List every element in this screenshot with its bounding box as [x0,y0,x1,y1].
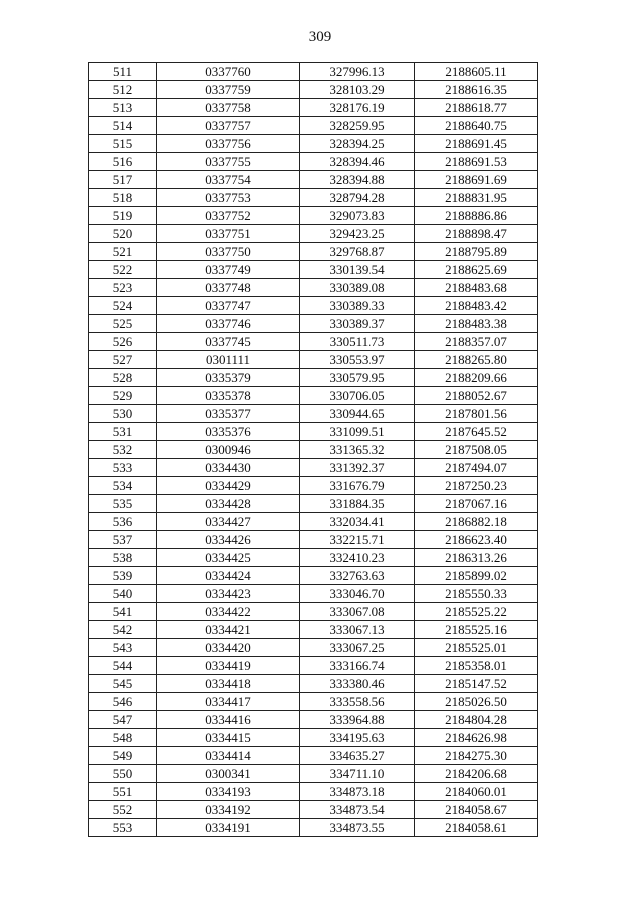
table-row [89,315,538,333]
table-row [89,351,538,369]
y-coordinate-cell: 2187494.07 [415,459,538,477]
table-row [89,585,538,603]
row-number-cell: 531 [89,423,157,441]
table-row [89,387,538,405]
row-number-cell: 546 [89,693,157,711]
table-row [89,783,538,801]
point-code-cell: 0334429 [157,477,300,495]
y-coordinate-cell: 2185525.22 [415,603,538,621]
point-code-cell: 0334421 [157,621,300,639]
row-number-cell: 544 [89,657,157,675]
x-coordinate-cell: 330706.05 [300,387,415,405]
x-coordinate-cell: 329768.87 [300,243,415,261]
row-number-cell: 545 [89,675,157,693]
table-row [89,261,538,279]
row-number-cell: 550 [89,765,157,783]
x-coordinate-cell: 329073.83 [300,207,415,225]
point-code-cell: 0334416 [157,711,300,729]
row-number-cell: 515 [89,135,157,153]
row-number-cell: 533 [89,459,157,477]
point-code-cell: 0335378 [157,387,300,405]
y-coordinate-cell: 2188795.89 [415,243,538,261]
point-code-cell: 0334430 [157,459,300,477]
row-number-cell: 524 [89,297,157,315]
point-code-cell: 0335376 [157,423,300,441]
x-coordinate-cell: 334873.55 [300,819,415,837]
point-code-cell: 0334428 [157,495,300,513]
row-number-cell: 511 [89,63,157,81]
table-row [89,423,538,441]
x-coordinate-cell: 328394.88 [300,171,415,189]
row-number-cell: 538 [89,549,157,567]
y-coordinate-cell: 2188691.45 [415,135,538,153]
point-code-cell: 0334191 [157,819,300,837]
table-row [89,567,538,585]
x-coordinate-cell: 329423.25 [300,225,415,243]
x-coordinate-cell: 331392.37 [300,459,415,477]
x-coordinate-cell: 334635.27 [300,747,415,765]
x-coordinate-cell: 333067.25 [300,639,415,657]
table-row [89,99,538,117]
table-row [89,765,538,783]
point-code-cell: 0337760 [157,63,300,81]
coordinates-table-body [89,63,538,837]
x-coordinate-cell: 330944.65 [300,405,415,423]
row-number-cell: 517 [89,171,157,189]
table-row [89,459,538,477]
x-coordinate-cell: 333166.74 [300,657,415,675]
point-code-cell: 0335377 [157,405,300,423]
y-coordinate-cell: 2187801.56 [415,405,538,423]
row-number-cell: 513 [89,99,157,117]
table-row [89,657,538,675]
x-coordinate-cell: 331365.32 [300,441,415,459]
x-coordinate-cell: 334195.63 [300,729,415,747]
point-code-cell: 0337754 [157,171,300,189]
row-number-cell: 520 [89,225,157,243]
x-coordinate-cell: 332215.71 [300,531,415,549]
point-code-cell: 0337747 [157,297,300,315]
y-coordinate-cell: 2186882.18 [415,513,538,531]
row-number-cell: 521 [89,243,157,261]
y-coordinate-cell: 2184058.67 [415,801,538,819]
table-row [89,207,538,225]
point-code-cell: 0300946 [157,441,300,459]
row-number-cell: 542 [89,621,157,639]
y-coordinate-cell: 2185525.16 [415,621,538,639]
table-row [89,675,538,693]
y-coordinate-cell: 2184206.68 [415,765,538,783]
y-coordinate-cell: 2188640.75 [415,117,538,135]
y-coordinate-cell: 2187645.52 [415,423,538,441]
row-number-cell: 553 [89,819,157,837]
point-code-cell: 0337749 [157,261,300,279]
table-row [89,171,538,189]
x-coordinate-cell: 333380.46 [300,675,415,693]
table-row [89,225,538,243]
table-row [89,693,538,711]
table-row [89,639,538,657]
x-coordinate-cell: 330553.97 [300,351,415,369]
row-number-cell: 523 [89,279,157,297]
row-number-cell: 514 [89,117,157,135]
x-coordinate-cell: 330389.37 [300,315,415,333]
table-row [89,279,538,297]
point-code-cell: 0334193 [157,783,300,801]
x-coordinate-cell: 332410.23 [300,549,415,567]
row-number-cell: 532 [89,441,157,459]
table-row [89,369,538,387]
y-coordinate-cell: 2188265.80 [415,351,538,369]
table-row [89,531,538,549]
table-row [89,405,538,423]
y-coordinate-cell: 2188209.66 [415,369,538,387]
row-number-cell: 527 [89,351,157,369]
x-coordinate-cell: 334711.10 [300,765,415,783]
y-coordinate-cell: 2185147.52 [415,675,538,693]
table-row [89,711,538,729]
y-coordinate-cell: 2188831.95 [415,189,538,207]
point-code-cell: 0337758 [157,99,300,117]
point-code-cell: 0337751 [157,225,300,243]
y-coordinate-cell: 2184060.01 [415,783,538,801]
table-row [89,477,538,495]
x-coordinate-cell: 328394.46 [300,153,415,171]
x-coordinate-cell: 327996.13 [300,63,415,81]
x-coordinate-cell: 331676.79 [300,477,415,495]
x-coordinate-cell: 330389.08 [300,279,415,297]
y-coordinate-cell: 2184058.61 [415,819,538,837]
y-coordinate-cell: 2188616.35 [415,81,538,99]
point-code-cell: 0334414 [157,747,300,765]
table-row [89,297,538,315]
row-number-cell: 516 [89,153,157,171]
point-code-cell: 0334420 [157,639,300,657]
y-coordinate-cell: 2188691.53 [415,153,538,171]
x-coordinate-cell: 328103.29 [300,81,415,99]
x-coordinate-cell: 330389.33 [300,297,415,315]
table-row [89,729,538,747]
row-number-cell: 512 [89,81,157,99]
coordinates-table [88,62,538,837]
y-coordinate-cell: 2185525.01 [415,639,538,657]
point-code-cell: 0337756 [157,135,300,153]
y-coordinate-cell: 2188483.68 [415,279,538,297]
point-code-cell: 0337755 [157,153,300,171]
y-coordinate-cell: 2185358.01 [415,657,538,675]
row-number-cell: 547 [89,711,157,729]
row-number-cell: 518 [89,189,157,207]
x-coordinate-cell: 328794.28 [300,189,415,207]
row-number-cell: 535 [89,495,157,513]
row-number-cell: 537 [89,531,157,549]
table-row [89,189,538,207]
table-row [89,819,538,837]
row-number-cell: 522 [89,261,157,279]
table-row [89,513,538,531]
row-number-cell: 525 [89,315,157,333]
table-row [89,441,538,459]
x-coordinate-cell: 330579.95 [300,369,415,387]
y-coordinate-cell: 2185899.02 [415,567,538,585]
y-coordinate-cell: 2188483.38 [415,315,538,333]
table-row [89,621,538,639]
y-coordinate-cell: 2188898.47 [415,225,538,243]
row-number-cell: 541 [89,603,157,621]
y-coordinate-cell: 2188605.11 [415,63,538,81]
row-number-cell: 551 [89,783,157,801]
y-coordinate-cell: 2188886.86 [415,207,538,225]
x-coordinate-cell: 332034.41 [300,513,415,531]
table-row [89,747,538,765]
y-coordinate-cell: 2184804.28 [415,711,538,729]
y-coordinate-cell: 2186623.40 [415,531,538,549]
y-coordinate-cell: 2187250.23 [415,477,538,495]
row-number-cell: 549 [89,747,157,765]
point-code-cell: 0335379 [157,369,300,387]
point-code-cell: 0334424 [157,567,300,585]
x-coordinate-cell: 331099.51 [300,423,415,441]
point-code-cell: 0334415 [157,729,300,747]
point-code-cell: 0334417 [157,693,300,711]
table-row [89,603,538,621]
point-code-cell: 0334192 [157,801,300,819]
table-row [89,153,538,171]
row-number-cell: 530 [89,405,157,423]
point-code-cell: 0334425 [157,549,300,567]
point-code-cell: 0337753 [157,189,300,207]
table-row [89,495,538,513]
y-coordinate-cell: 2186313.26 [415,549,538,567]
row-number-cell: 529 [89,387,157,405]
point-code-cell: 0301111 [157,351,300,369]
x-coordinate-cell: 328394.25 [300,135,415,153]
y-coordinate-cell: 2188483.42 [415,297,538,315]
table-row [89,243,538,261]
table-row [89,81,538,99]
table-row [89,801,538,819]
table-row [89,135,538,153]
point-code-cell: 0337759 [157,81,300,99]
row-number-cell: 528 [89,369,157,387]
y-coordinate-cell: 2188618.77 [415,99,538,117]
point-code-cell: 0337746 [157,315,300,333]
page-number: 309 [308,29,332,45]
x-coordinate-cell: 334873.54 [300,801,415,819]
y-coordinate-cell: 2188691.69 [415,171,538,189]
y-coordinate-cell: 2187067.16 [415,495,538,513]
x-coordinate-cell: 328176.19 [300,99,415,117]
table-row [89,333,538,351]
point-code-cell: 0337745 [157,333,300,351]
y-coordinate-cell: 2187508.05 [415,441,538,459]
y-coordinate-cell: 2185550.33 [415,585,538,603]
row-number-cell: 548 [89,729,157,747]
table-row [89,63,538,81]
x-coordinate-cell: 333558.56 [300,693,415,711]
x-coordinate-cell: 331884.35 [300,495,415,513]
point-code-cell: 0334422 [157,603,300,621]
x-coordinate-cell: 334873.18 [300,783,415,801]
row-number-cell: 539 [89,567,157,585]
point-code-cell: 0337750 [157,243,300,261]
point-code-cell: 0337748 [157,279,300,297]
y-coordinate-cell: 2185026.50 [415,693,538,711]
x-coordinate-cell: 333067.13 [300,621,415,639]
x-coordinate-cell: 328259.95 [300,117,415,135]
y-coordinate-cell: 2188625.69 [415,261,538,279]
point-code-cell: 0334427 [157,513,300,531]
row-number-cell: 519 [89,207,157,225]
table-row [89,117,538,135]
x-coordinate-cell: 330511.73 [300,333,415,351]
point-code-cell: 0334426 [157,531,300,549]
point-code-cell: 0334418 [157,675,300,693]
x-coordinate-cell: 333046.70 [300,585,415,603]
point-code-cell: 0337757 [157,117,300,135]
x-coordinate-cell: 333964.88 [300,711,415,729]
y-coordinate-cell: 2188357.07 [415,333,538,351]
y-coordinate-cell: 2184626.98 [415,729,538,747]
row-number-cell: 526 [89,333,157,351]
row-number-cell: 552 [89,801,157,819]
row-number-cell: 540 [89,585,157,603]
x-coordinate-cell: 330139.54 [300,261,415,279]
row-number-cell: 534 [89,477,157,495]
point-code-cell: 0337752 [157,207,300,225]
row-number-cell: 543 [89,639,157,657]
row-number-cell: 536 [89,513,157,531]
x-coordinate-cell: 332763.63 [300,567,415,585]
point-code-cell: 0334419 [157,657,300,675]
x-coordinate-cell: 333067.08 [300,603,415,621]
y-coordinate-cell: 2188052.67 [415,387,538,405]
y-coordinate-cell: 2184275.30 [415,747,538,765]
point-code-cell: 0334423 [157,585,300,603]
point-code-cell: 0300341 [157,765,300,783]
table-row [89,549,538,567]
